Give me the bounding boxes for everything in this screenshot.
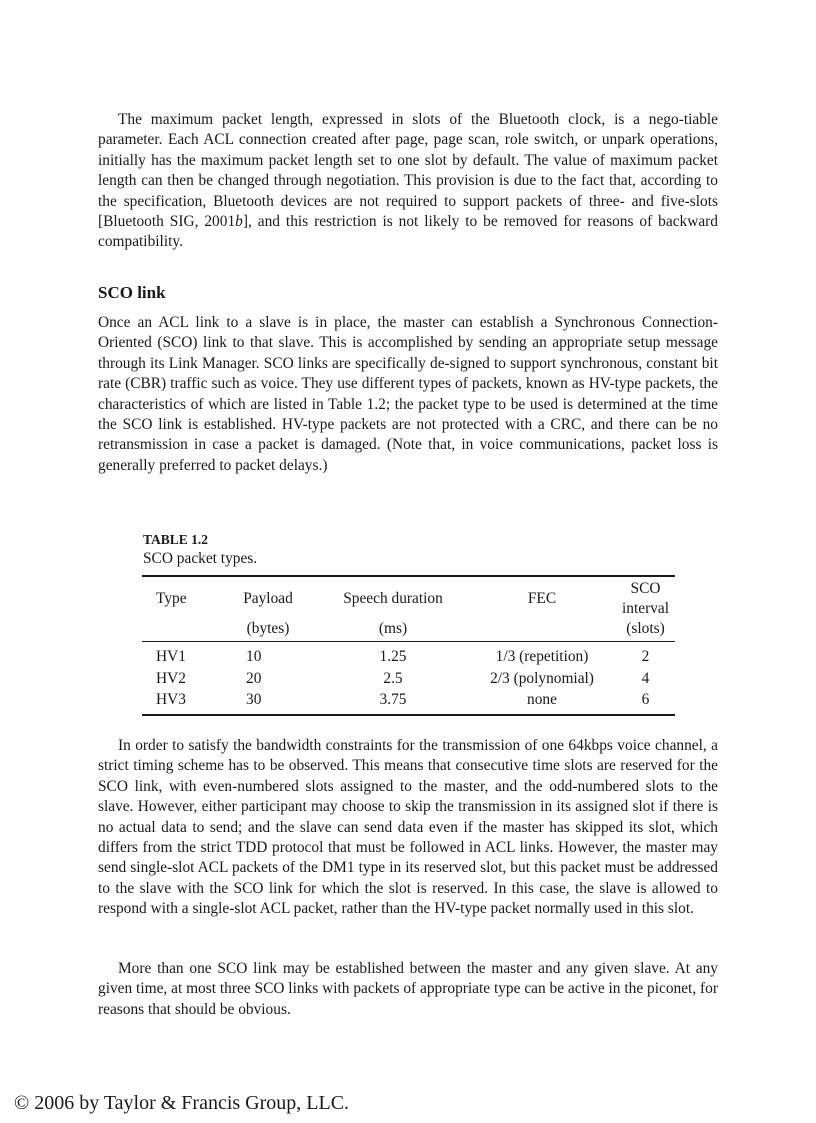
table-cell: 20 bbox=[246, 669, 262, 687]
table-row bbox=[142, 668, 675, 690]
header-cell: (ms) bbox=[318, 619, 468, 642]
table-cell: 6 bbox=[616, 689, 675, 715]
table-label: TABLE 1.2 bbox=[143, 532, 209, 547]
paragraph-timing-scheme: In order to satisfy the bandwidth constraints for the transmission of one 64kbps voice channel, a strict timing scheme has to be observed. This means that consecutive time slots are reserved for the SCO link, with even-numbered slots assigned to the master, and the odd-numbered slots to the slave. However, either participant may choose to skip the transmission in its assigned slot if there is no actual data to send; and the slave can send data even if the master has skipped its slot, which differs from the strict TDD protocol that must be followed in ACL links. However, the master may send single-slot ACL packets of the DM1 type in its reserved slot, but this packet must be addressed to the slave with the SCO link for which the slot is reserved. In this case, the slave is allowed to respond with a single-slot ACL packet, rather than the HV-type packet normally used in this slot. bbox=[98, 737, 718, 918]
table-row bbox=[142, 642, 675, 668]
header-cell: (bytes) bbox=[218, 619, 318, 642]
header-cell: (slots) bbox=[616, 619, 675, 642]
header-cell: Type bbox=[142, 576, 218, 619]
header-cell bbox=[142, 619, 218, 642]
table-cell: HV3 bbox=[142, 689, 218, 715]
sco-packet-table bbox=[142, 575, 675, 716]
table-cell: 30 bbox=[218, 689, 318, 715]
table-header-row bbox=[142, 619, 675, 642]
table-cell: 3.75 bbox=[318, 689, 468, 715]
header-cell: FEC bbox=[468, 576, 616, 619]
table-caption: SCO packet types. bbox=[143, 550, 258, 567]
paragraph-sco-intro: Once an ACL link to a slave is in place, the master can establish a Synchronous Connection-Oriented (SCO) link to that slave. This is accomplished by sending an appropriate setup message through its Link Manager. SCO links are specifically de-signed to support synchronous, constant bit rate (CBR) traffic such as voice. They use different types of packets, known as HV-type packets, the characteristics of which are listed in Table 1.2; the packet type to be used is determined at the time the SCO link is established. HV-type packets are not protected with a CRC, and there can be no retransmission in case a packet is damaged. (Note that, in voice communications, packet loss is generally preferred to packet delays.) bbox=[98, 314, 718, 474]
table-header-row bbox=[142, 576, 675, 619]
table-cell: 2 bbox=[641, 648, 650, 665]
paragraph-packet-length: The maximum packet length, expressed in slots of the Bluetooth clock, is a nego-tiable parameter. Each ACL connection created after page, page scan, role switch, or unpark operations, initially has the maximum packet length set to one slot by default. The value of maximum packet length can then be changed through negotiation. This provision is due to the fact that, according to the specification, Bluetooth devices are not required to support packets of three- and five-slots [Bluetooth SIG, 2001b], and this restriction is not likely to be removed for reasons of backward compatibility. bbox=[98, 111, 718, 251]
table-cell: HV2 bbox=[156, 669, 186, 687]
table-cell: 2/3 (polynomial) bbox=[490, 669, 594, 687]
table-cell: HV1 bbox=[156, 648, 186, 665]
header-cell bbox=[468, 619, 616, 642]
copyright-footer: © 2006 by Taylor & Francis Group, LLC. bbox=[14, 1092, 350, 1114]
section-heading: SCO link bbox=[98, 283, 166, 302]
table-cell: 10 bbox=[246, 648, 262, 665]
header-cell: Payload bbox=[218, 576, 318, 619]
header-cell: SCO interval bbox=[616, 576, 675, 619]
paragraph-multiple-sco: More than one SCO link may be established between the master and any given slave. At any given time, at most three SCO links with packets of appropriate type can be active in the piconet, for reasons that should be obvious. bbox=[98, 960, 718, 1018]
table-cell: 1.25 bbox=[379, 648, 407, 665]
table-cell: none bbox=[468, 689, 616, 715]
table-cell: 2.5 bbox=[383, 669, 403, 687]
header-cell: Speech duration bbox=[318, 576, 468, 619]
table-cell: 1/3 (repetition) bbox=[495, 648, 589, 665]
table-row bbox=[142, 689, 675, 715]
table-cell: 4 bbox=[641, 669, 650, 687]
